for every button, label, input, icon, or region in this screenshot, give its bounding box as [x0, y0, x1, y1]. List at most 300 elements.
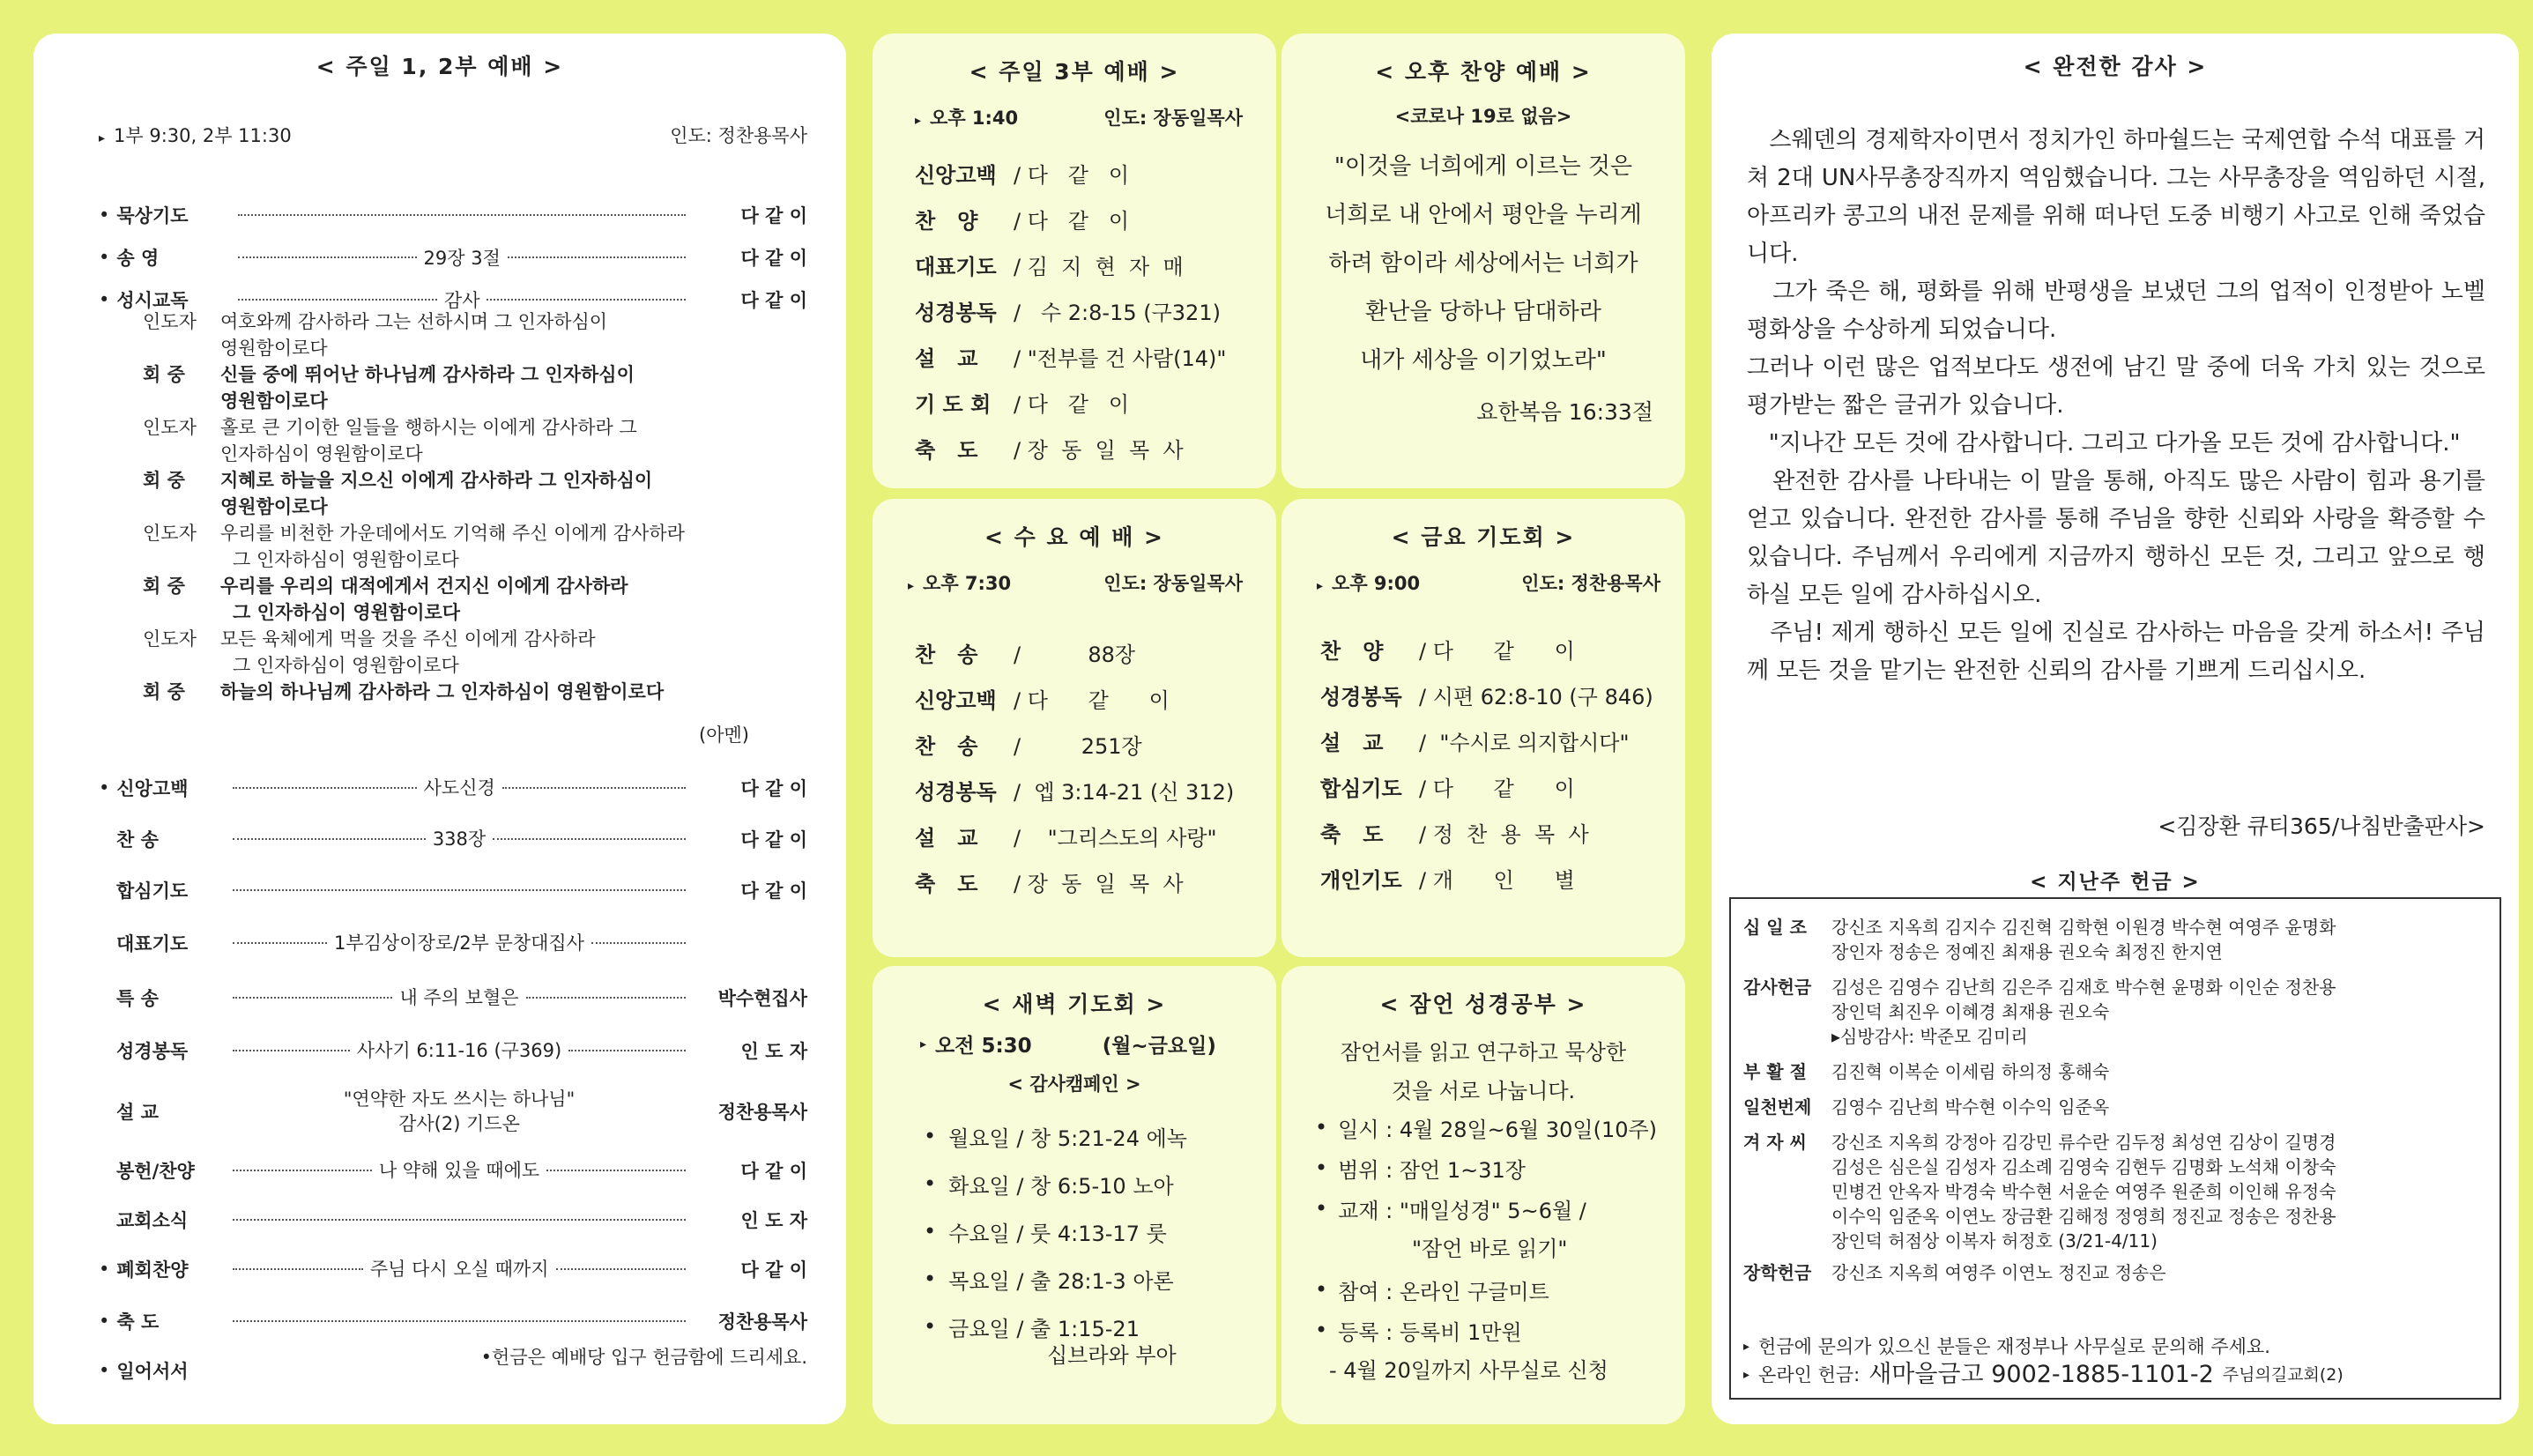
litany-line	[143, 414, 807, 467]
offering-names	[1831, 1095, 2109, 1119]
proverbs-study-title: < 잠언 성경공부 >	[1379, 992, 1587, 1017]
bullet-icon: •	[924, 1219, 937, 1244]
service-time: 1부 9:30, 2부 11:30	[114, 125, 292, 146]
program-row	[915, 813, 1243, 858]
order-label: 봉헌/찬양	[116, 1161, 195, 1182]
order-label: 찬 송	[116, 829, 159, 851]
order-label: 특 송	[116, 988, 159, 1009]
offering-note-row	[1743, 1333, 2491, 1361]
bullet-icon: •	[99, 1360, 110, 1381]
order-row	[99, 813, 807, 865]
offering-names-line: 장인덕 허점상 이복자 허정호 (3/21-4/11)	[1831, 1230, 2158, 1252]
litany-text	[220, 573, 628, 626]
dawn-reading	[924, 1160, 1250, 1207]
litany-text-line: 여호와께 감사하라 그는 선하시며 그 인자하심이	[220, 311, 608, 332]
litany-text	[220, 679, 664, 705]
order-performer: 다 같 이	[740, 778, 808, 799]
program-value: / 정 찬 용 목 사	[1419, 821, 1589, 847]
dawn-reading-text: 화요일 / 창 6:5-10 노아	[948, 1173, 1174, 1199]
program-value: / 수 2:8-15 (구321)	[1014, 300, 1221, 325]
verse-line: 환난을 당하나 담대하라	[1365, 299, 1601, 325]
offering-row	[1743, 1059, 2489, 1084]
bullet-icon: •	[924, 1124, 937, 1148]
meditation-paragraph: "지나간 모든 것에 감사합니다. 그리고 다가올 모든 것에 감사합니다."	[1747, 430, 2461, 457]
online-offering-holder: 주님의길교회(2)	[2222, 1365, 2344, 1385]
wednesday-leader: 인도: 장동일목사	[1103, 573, 1243, 594]
litany-role: 회 중	[143, 576, 185, 597]
litany-line	[143, 626, 807, 679]
leader-dots	[568, 1050, 686, 1051]
program-row	[915, 333, 1243, 379]
friday-prayer-title: < 금요 기도회 >	[1391, 524, 1576, 550]
litany-text-line: 우리를 우리의 대적에게서 건지신 이에게 감사하라	[220, 576, 628, 597]
friday-items	[1320, 626, 1660, 901]
litany-role: 인도자	[143, 628, 197, 650]
offering-names-line: 장인덕 최진우 이혜경 최재용 권오숙	[1831, 1001, 2110, 1022]
program-row	[915, 196, 1243, 241]
leader-dots	[526, 997, 686, 999]
proverbs-detail	[1315, 1107, 1668, 1148]
program-value: / 다 같 이	[1419, 776, 1575, 801]
responsive-reading	[143, 308, 807, 705]
leader-dots	[233, 1268, 363, 1270]
proverbs-detail-text: 등록 : 등록비 1만원	[1338, 1319, 1522, 1345]
sunday-service-title: < 주일 1, 2부 예배 >	[316, 54, 564, 79]
friday-leader: 인도: 정찬용목사	[1521, 573, 1660, 594]
order-row	[99, 1244, 807, 1294]
litany-text-line: 홀로 큰 기이한 일들을 행하시는 이에게 감사하라 그	[220, 417, 637, 438]
afternoon-praise-panel	[1281, 33, 1685, 488]
order-performer: 다 같 이	[740, 1161, 808, 1182]
litany-text-line: 모든 육체에게 먹을 것을 주신 이에게 감사하라	[220, 628, 596, 650]
order-label: 합심기도	[116, 880, 189, 902]
bullet-icon: •	[1315, 1155, 1328, 1180]
leader-dots	[508, 256, 686, 258]
litany-role: 인도자	[143, 523, 197, 544]
offering-names-line: 김영수 김난희 박수현 이수익 임준옥	[1831, 1096, 2110, 1118]
program-label: 찬 송	[915, 642, 978, 667]
program-label: 개인기도	[1320, 867, 1402, 893]
proverbs-detail-text: 범위 : 잠언 1~31장	[1338, 1157, 1526, 1183]
order-content: 감사	[443, 290, 480, 311]
program-value: / 장 동 일 목 사	[1014, 871, 1184, 896]
order-performer: 다 같 이	[740, 290, 807, 311]
afternoon-praise-note: <코로나 19로 없음>	[1394, 106, 1572, 127]
offering-row	[1743, 975, 2489, 1049]
order-performer: 정찬용목사	[717, 1102, 807, 1123]
order-content	[379, 1158, 539, 1183]
program-row	[1320, 672, 1660, 717]
dawn-reading	[924, 1112, 1250, 1160]
order-performer: 다 같 이	[740, 248, 808, 269]
offering-type: 일천번제	[1743, 1096, 1812, 1118]
third-service-leader: 인도: 장동일목사	[1103, 108, 1243, 129]
bullet-icon: •	[99, 204, 110, 226]
order-label: 축 도	[116, 1311, 160, 1333]
program-value: / 다 같 이	[1419, 638, 1575, 664]
amen: (아멘)	[699, 724, 749, 746]
bullet-icon: •	[1315, 1115, 1328, 1140]
offering-notes	[1743, 1333, 2491, 1389]
program-row	[1320, 855, 1660, 901]
program-label: 성경봉독	[915, 300, 997, 325]
bullet-icon: •	[1315, 1277, 1328, 1302]
triangle-bullet-icon: ▸	[1743, 1340, 1750, 1354]
program-row	[915, 287, 1243, 333]
litany-line	[143, 467, 807, 520]
order-label: 폐회찬양	[116, 1259, 189, 1281]
program-label: 설 교	[1320, 730, 1384, 755]
program-value: / "수시로 의지합시다"	[1419, 730, 1630, 755]
dawn-reading-continuation: 십브라와 부아	[1047, 1343, 1177, 1368]
leader-dots	[556, 1268, 687, 1270]
program-label: 축 도	[1320, 821, 1384, 847]
dawn-reading-text: 월요일 / 창 5:21-24 에녹	[948, 1125, 1187, 1151]
leader-dots	[233, 942, 327, 944]
dawn-time-row	[920, 1029, 1241, 1059]
dawn-time: 오전 5:30	[935, 1035, 1032, 1058]
proverbs-intro-line-1: 잠언서를 읽고 연구하고 묵상한	[1340, 1040, 1627, 1065]
bullet-icon: •	[924, 1267, 937, 1291]
program-value: / 다 같 이	[1014, 162, 1130, 188]
litany-role: 회 중	[143, 470, 185, 491]
sunday-service-panel	[33, 33, 846, 1424]
order-content	[424, 776, 495, 800]
order-performer: 인 도 자	[740, 1210, 807, 1231]
order-label: 일어서서	[116, 1361, 189, 1382]
program-value: / 다 같 이	[1014, 391, 1130, 417]
order-content-line: 감사(2) 기드온	[398, 1113, 520, 1134]
order-content-line: 나 약해 있을 때에도	[378, 1160, 540, 1181]
program-value: / 88장	[1014, 642, 1136, 667]
litany-line	[143, 520, 807, 573]
offering-names-line: 강신조 지옥희 김지수 김진혁 김학현 이원경 박수현 여영주 윤명화	[1831, 917, 2336, 938]
offering-names-line: 김성은 심은실 김성자 김소례 김영숙 김현두 김명화 노석채 이창숙	[1831, 1156, 2336, 1177]
leader-dots	[233, 1170, 372, 1171]
program-value: / 다 같 이	[1014, 208, 1130, 234]
litany-text	[220, 467, 652, 520]
dawn-prayer-panel	[873, 966, 1276, 1424]
verse-line: 내가 세상을 이기었노라"	[1360, 347, 1607, 374]
program-label: 성경봉독	[1320, 684, 1402, 709]
order-row	[99, 865, 807, 915]
order-row	[99, 194, 807, 236]
order-label: 신앙고백	[116, 778, 189, 799]
order-performer: 다 같 이	[740, 205, 807, 227]
meditation-paragraph: 그가 죽은 해, 평화를 위해 반평생을 보냈던 그의 업적이 인정받아 노벨평화상을 수상하게 되었습니다.	[1747, 279, 2485, 343]
offering-names	[1831, 1130, 2336, 1253]
offering-note: •헌금은 예배당 입구 헌금함에 드리세요.	[480, 1347, 807, 1368]
order-performer: 정찬용목사	[717, 1311, 807, 1333]
litany-text-line: 우리를 비천한 가운데에서도 기억해 주신 이에게 감사하라	[220, 523, 685, 544]
offering-names-line: 강신조 지옥희 여영주 이연노 정진교 정송은	[1831, 1262, 2166, 1283]
program-value: / "전부를 건 사람(14)"	[1014, 345, 1227, 371]
wednesday-service-panel	[873, 499, 1276, 957]
order-content	[370, 1257, 549, 1281]
verse-line: 너희로 내 안에서 평안을 누리게	[1325, 202, 1642, 228]
order-content	[344, 1087, 576, 1136]
dawn-reading	[924, 1255, 1250, 1303]
offering-list-title: < 지난주 헌금 >	[2030, 871, 2201, 894]
offering-names	[1831, 915, 2336, 964]
wednesday-items	[915, 629, 1243, 904]
order-content-line: 338장	[432, 828, 487, 850]
order-row	[99, 971, 807, 1024]
leader-dots	[233, 787, 416, 789]
triangle-bullet-icon: ▸	[1317, 579, 1324, 593]
litany-text-line: 그 인자하심이 영원함이로다	[233, 602, 461, 623]
litany-line	[143, 679, 807, 705]
offering-names-line: 장인자 정송은 정예진 최재용 권오숙 최정진 한지연	[1831, 941, 2223, 962]
offering-type: 십 일 조	[1743, 917, 1807, 938]
program-value: / "그리스도의 사랑"	[1014, 825, 1217, 851]
order-row	[99, 763, 807, 813]
litany-role: 회 중	[143, 681, 185, 702]
dawn-prayer-title: < 새벽 기도회 >	[982, 992, 1167, 1017]
triangle-bullet-icon: ▸	[908, 579, 915, 593]
program-row	[915, 675, 1243, 721]
offering-list-box	[1729, 897, 2501, 1400]
order-performer: 다 같 이	[740, 829, 807, 851]
program-row	[915, 858, 1243, 904]
leader-dots	[546, 1170, 686, 1171]
litany-text-line: 인자하심이 영원함이로다	[220, 443, 423, 464]
program-label: 찬 송	[915, 733, 978, 759]
leader-dots	[238, 214, 686, 216]
online-offering-bank: 새마을금고 9002-1885-1101-2	[1868, 1361, 2214, 1388]
program-row	[1320, 717, 1660, 763]
sunday-3rd-service-panel	[873, 33, 1276, 488]
order-label: 송 영	[116, 248, 160, 269]
offering-names-line: 김진혁 이복순 이세림 하의정 홍해숙	[1831, 1061, 2110, 1082]
bullet-icon: •	[924, 1171, 937, 1196]
offering-names	[1831, 1059, 2109, 1084]
offering-names	[1831, 1260, 2166, 1285]
program-label: 성경봉독	[915, 779, 997, 805]
proverbs-detail	[1315, 1310, 1668, 1350]
proverbs-detail-text: 교재 : "매일성경" 5~6월 /	[1338, 1198, 1586, 1223]
program-value: / 장 동 일 목 사	[1014, 437, 1184, 463]
order-content	[433, 827, 486, 851]
offering-type: 장학헌금	[1743, 1262, 1812, 1283]
leader-dots	[502, 787, 686, 789]
program-value: / 엡 3:14-21 (신 312)	[1014, 779, 1235, 805]
dawn-reading-text: 금요일 / 출 1:15-21	[948, 1316, 1140, 1341]
program-label: 합심기도	[1320, 776, 1402, 801]
order-row	[99, 1195, 807, 1244]
litany-text-line: 지혜로 하늘을 지으신 이에게 감사하라 그 인자하심이	[220, 470, 653, 491]
program-row	[1320, 809, 1660, 855]
offering-row	[1743, 1095, 2489, 1119]
friday-prayer-panel	[1281, 499, 1685, 957]
litany-text-line: 그 인자하심이 영원함이로다	[233, 549, 459, 570]
order-content-line: 주님 다시 오실 때까지	[369, 1259, 549, 1280]
program-label: 찬 양	[915, 208, 978, 234]
program-value: / 개 인 별	[1419, 867, 1575, 893]
meditation-paragraph: 그러나 이런 많은 업적보다도 생전에 남긴 말 중에 더욱 가치 있는 것으로 평가받는 짧은 글귀가 있습니다.	[1747, 354, 2493, 419]
proverbs-textbook-line2: "잠언 바로 읽기"	[1412, 1237, 1568, 1261]
dawn-readings	[924, 1112, 1250, 1369]
program-label: 찬 양	[1320, 638, 1384, 664]
litany-text-line: 영원함이로다	[220, 496, 328, 517]
bullet-icon: •	[924, 1314, 937, 1339]
meditation-panel	[1712, 33, 2519, 1424]
meditation-title: < 완전한 감사 >	[2023, 54, 2208, 79]
order-label: 묵상기도	[116, 205, 189, 227]
friday-time-row	[1317, 569, 1660, 596]
triangle-bullet-icon: ▸	[99, 131, 106, 145]
litany-text	[220, 361, 635, 414]
litany-role: 인도자	[143, 311, 197, 332]
program-value: / 시편 62:8-10 (구 846)	[1419, 684, 1653, 709]
program-label: 신앙고백	[915, 162, 997, 188]
program-value: / 251장	[1014, 733, 1142, 759]
offering-names-line: 이수익 임준옥 이연노 장금환 김해정 정영희 정진교 정송은 정찬용	[1831, 1206, 2336, 1227]
offering-row	[1743, 1260, 2489, 1285]
program-row	[915, 150, 1243, 196]
litany-text	[220, 414, 637, 467]
third-service-time: 오후 1:40	[930, 108, 1019, 129]
order-row	[99, 1077, 807, 1146]
program-row	[915, 629, 1243, 675]
program-row	[915, 767, 1243, 813]
order-of-worship-bottom	[99, 763, 807, 1393]
offering-names	[1831, 975, 2336, 1049]
offering-names-line: 김성은 김영수 김난희 김은주 김재호 박수현 윤명화 이인순 정찬용	[1831, 977, 2336, 998]
litany-text	[220, 626, 595, 679]
program-label: 대표기도	[915, 254, 997, 279]
dawn-reading	[924, 1207, 1250, 1255]
bullet-icon: •	[99, 289, 110, 310]
proverbs-detail	[1315, 1269, 1668, 1310]
offering-names-line: ▸심방감사: 박준모 김미리	[1831, 1026, 2028, 1047]
leader-dots	[591, 942, 686, 944]
friday-time: 오후 9:00	[1332, 573, 1421, 594]
verse-line: "이것을 너희에게 이르는 것은	[1333, 153, 1633, 180]
meditation-paragraph: 스웨덴의 경제학자이면서 정치가인 하마숼드는 국제연합 수석 대표를 거쳐 2대 UN사무총장직까지 역임했습니다. 그는 사무총장을 역임하던 시절, 아프리카 콩고의 내전 문제를 위해 떠나던 도중 비행기 사고로 인해 죽었습니다.	[1747, 127, 2493, 267]
program-label: 기 도 회	[915, 391, 992, 417]
third-service-items	[915, 150, 1243, 471]
order-content-line: "연약한 자도 쓰시는 하나님"	[343, 1088, 576, 1110]
offering-names-line: 강신조 지옥희 강정아 김강민 류수란 김두정 최성연 김상이 길명경	[1831, 1132, 2336, 1153]
dawn-days: (월~금요일)	[1102, 1035, 1216, 1058]
wednesday-time: 오후 7:30	[923, 573, 1012, 594]
litany-line	[143, 308, 807, 361]
triangle-bullet-icon: ▸	[920, 1036, 927, 1051]
offering-row	[1743, 915, 2489, 964]
bullet-icon: •	[1315, 1196, 1328, 1221]
online-offering-label: 온라인 헌금:	[1758, 1364, 1861, 1385]
offering-names-line: 민병건 안옥자 박경숙 박수현 서윤순 여영주 원준희 이인해 유정숙	[1831, 1181, 2336, 1202]
order-performer: 박수현집사	[717, 988, 808, 1009]
bullet-icon: •	[99, 247, 110, 268]
order-content	[357, 1038, 561, 1063]
leader-dots	[487, 299, 686, 301]
leader-dots	[233, 838, 426, 840]
bullet-icon: •	[99, 1259, 110, 1280]
bullet-icon: •	[99, 1311, 110, 1332]
dawn-reading-text: 목요일 / 출 28:1-3 아론	[948, 1268, 1174, 1294]
order-row	[99, 915, 807, 971]
order-performer: 다 같 이	[740, 1259, 807, 1281]
offering-rows	[1743, 915, 2489, 1285]
litany-text-line: 영원함이로다	[220, 390, 328, 412]
verse-line: 하려 함이라 세상에서는 너희가	[1328, 250, 1638, 277]
thanks-campaign: < 감사캠페인 >	[1007, 1073, 1141, 1095]
third-service-time-row	[915, 104, 1243, 130]
proverbs-intro-line-2: 것을 서로 나눕니다.	[1391, 1079, 1576, 1103]
third-service-title: < 주일 3부 예배 >	[969, 59, 1180, 85]
scripture-reference: 요한복음 16:33절	[1476, 399, 1653, 425]
program-label: 설 교	[915, 825, 978, 851]
proverbs-study-panel	[1281, 966, 1685, 1424]
litany-text-line: 그 인자하심이 영원함이로다	[233, 655, 459, 676]
order-row	[99, 1146, 807, 1195]
offering-row	[1743, 1130, 2489, 1253]
litany-line	[143, 361, 807, 414]
proverbs-detail-text: 참여 : 온라인 구글미트	[1338, 1279, 1549, 1304]
triangle-bullet-icon: ▸	[915, 114, 922, 128]
leader-dots	[233, 997, 392, 999]
program-label: 설 교	[915, 345, 978, 371]
litany-text	[220, 520, 685, 573]
proverbs-intro	[1281, 1033, 1685, 1111]
program-row	[1320, 626, 1660, 672]
program-row	[915, 241, 1243, 287]
proverbs-detail	[1315, 1188, 1668, 1229]
meditation-paragraph: 완전한 감사를 나타내는 이 말을 통해, 아직도 많은 사람이 힘과 용기를 얻고 있습니다. 완전한 감사를 통해 주님을 향한 신뢰와 사랑을 확증할 수 있습니다. 주님께서 우리에게 지금까지 행하신 모든 것, 그리고 앞으로 행하실 모든 일에 감사하십시오.	[1747, 468, 2493, 608]
order-content-line: 사도신경	[423, 777, 495, 799]
litany-text-line: 하늘의 하나님께 감사하라 그 인자하심이 영원함이로다	[220, 681, 665, 702]
litany-line	[143, 573, 807, 626]
online-offering-row	[1743, 1361, 2491, 1389]
litany-text-line: 영원함이로다	[220, 338, 328, 359]
order-content	[399, 985, 518, 1010]
order-of-worship-top	[99, 194, 807, 321]
offering-note-list	[1743, 1333, 2491, 1361]
order-label: 대표기도	[116, 933, 189, 955]
bullet-icon: •	[99, 777, 110, 799]
order-performer: 인 도 자	[740, 1041, 808, 1062]
program-row	[1320, 763, 1660, 809]
order-label: 성시교독	[116, 290, 189, 311]
order-content: 29장 3절	[423, 248, 501, 269]
offering-type: 감사헌금	[1743, 977, 1812, 998]
proverbs-detail	[1315, 1148, 1668, 1188]
wednesday-service-title: < 수 요 예 배 >	[984, 524, 1164, 550]
program-value: / 김 지 현 자 매	[1014, 254, 1184, 279]
service-leader: 인도: 정찬용목사	[670, 125, 807, 146]
program-row	[915, 379, 1243, 425]
order-row	[99, 1024, 807, 1077]
scripture-verse	[1281, 143, 1685, 385]
afternoon-praise-title: < 오후 찬양 예배 >	[1375, 59, 1592, 85]
order-row	[99, 1294, 807, 1348]
offering-note-text: 헌금에 문의가 있으신 분들은 재정부나 사무실로 문의해 주세요.	[1758, 1336, 2270, 1357]
order-label: 설 교	[116, 1102, 159, 1123]
leader-dots	[238, 256, 416, 258]
meditation-source: <김장환 큐티365/나침반출판사>	[2158, 813, 2485, 839]
program-label: 축 도	[915, 871, 978, 896]
leader-dots	[493, 838, 686, 840]
program-row	[915, 425, 1243, 471]
proverbs-deadline: - 4월 20일까지 사무실로 신청	[1329, 1358, 1608, 1383]
proverbs-detail-text: 일시 : 4월 28일~6월 30일(10주)	[1338, 1117, 1658, 1142]
leader-dots	[233, 1219, 686, 1221]
order-content-line: 사사기 6:11-16 (구369)	[356, 1040, 562, 1061]
dawn-reading-text: 수요일 / 룻 4:13-17 룻	[948, 1221, 1167, 1246]
meditation-paragraph: 주님! 제게 행하신 모든 일에 진실로 감사하는 마음을 갖게 하소서! 주님께 모든 것을 맡기는 완전한 신뢰의 감사를 기쁘게 드리십시오.	[1747, 620, 2486, 684]
